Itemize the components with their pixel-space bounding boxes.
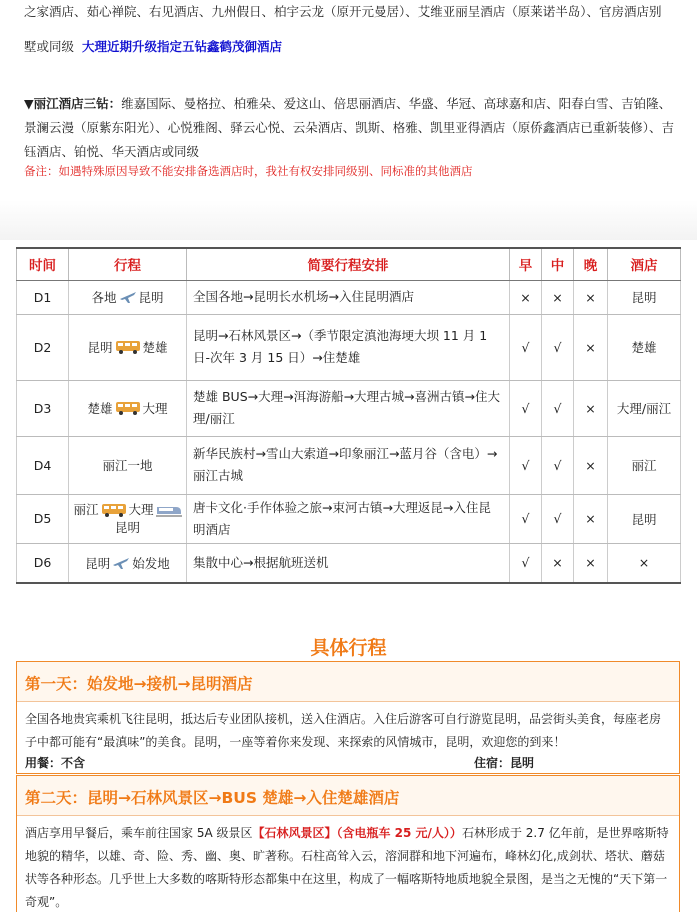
lunch-cell: × — [542, 543, 574, 583]
route-to: 大理 — [128, 501, 154, 517]
lunch-cell: × — [542, 280, 574, 314]
lunch-cell: √ — [542, 436, 574, 494]
itinerary-table — [16, 247, 681, 584]
dinner-cell: × — [574, 543, 608, 583]
plan-cell: 唐卡文化·手作体验之旅→束河古镇→大理返昆→入住昆明酒店 — [187, 494, 510, 543]
hotel-cell: 昆明 — [608, 280, 681, 314]
route-to: 昆明 — [138, 290, 164, 305]
day2-body — [17, 816, 679, 912]
lijiang-hotels — [24, 92, 674, 164]
route-from: 楚雄 — [87, 401, 113, 416]
hotel-note: 备注：如遇特殊原因导致不能安排备选酒店时，我社有权安排同级别、同标准的其他酒店 — [24, 164, 473, 178]
day2-title: 第二天：昆明→石林风景区→BUS 楚雄→入住楚雄酒店 — [17, 776, 679, 816]
airplane-icon — [119, 289, 137, 305]
plan-cell: 全国各地→昆明长水机场→入住昆明酒店 — [187, 280, 510, 314]
divider-band — [0, 200, 697, 240]
dinner-cell: × — [574, 494, 608, 543]
lunch-cell: √ — [542, 494, 574, 543]
route-cell — [69, 494, 187, 543]
day2-body-highlight: 【石林风景区】（含电瓶车 25 元/人）） — [252, 826, 462, 840]
dali-hotels-line1: 之家酒店、茹心禅院、右见酒店、九州假日、柏宇云龙（原开元曼居）、艾维亚丽呈酒店（原莱诺半岛）、官房酒店别 — [24, 4, 662, 19]
day1-body: 全国各地贵宾乘机飞往昆明，抵达后专业团队接机，送入住酒店。入住后游客可自行游览昆明，品尝街头美食，每座老房子中都可能有“最滇味”的美食。昆明，一座等着你来发现、来探索的风情城市，昆明，欢迎您的到来！ — [25, 712, 662, 749]
route-line2: 昆明 — [114, 519, 140, 535]
route-to: 大理 — [142, 401, 168, 416]
lunch-cell: √ — [542, 314, 574, 380]
bus-icon — [115, 401, 141, 415]
day1-box — [16, 661, 680, 774]
day-cell: D1 — [17, 280, 69, 314]
table-row — [17, 436, 681, 494]
day1-stay: 住宿：昆明 — [474, 756, 535, 770]
breakfast-cell: √ — [510, 380, 542, 436]
header-lunch: 中 — [542, 248, 574, 280]
hotel-cell: 丽江 — [608, 436, 681, 494]
day2-body-post: 石林形成于 2.7 亿年前，是世界喀斯特地貌的精华，以雄、奇、险、秀、幽、奥、旷著称。石柱高耸入云，溶洞群和地下河遍布，峰林幻化,成剑状、塔状、蘑菇状等各种形态。几乎世上大多数的喀斯特形态都集中在这里，构成了一幅喀斯特地质地貌全景图，是当之无愧的“天下第一奇观”。 — [25, 826, 669, 909]
dinner-cell: × — [574, 436, 608, 494]
plan-cell: 集散中心→根据航班送机 — [187, 543, 510, 583]
day2-box — [16, 775, 680, 912]
day-cell: D5 — [17, 494, 69, 543]
breakfast-cell: √ — [510, 436, 542, 494]
day-cell: D6 — [17, 543, 69, 583]
breakfast-cell: × — [510, 280, 542, 314]
dali-hotels-suffix: 墅或同级 — [24, 39, 75, 54]
route-from: 丽江 — [73, 501, 99, 517]
lunch-cell: √ — [542, 380, 574, 436]
header-plan: 简要行程安排 — [187, 248, 510, 280]
table-row — [17, 494, 681, 543]
route-cell — [69, 314, 187, 380]
hotel-cell: 大理/丽江 — [608, 380, 681, 436]
hotel-info-section — [0, 0, 697, 220]
route-cell — [69, 280, 187, 314]
table-row — [17, 380, 681, 436]
day1-meal-row — [17, 754, 679, 776]
breakfast-cell: √ — [510, 314, 542, 380]
lijiang-hotels-list: 维嘉国际、曼格拉、柏雅朵、爱这山、倍思丽酒店、华盛、华冠、高球嘉和店、阳春白雪、吉铂隆、景澜云漫（原紫东阳光）、心悦雅阁、驿云心悦、云朵酒店、凯斯、格雅、凯里亚得酒店（原侨鑫酒店已重新装修）、吉钰酒店、铂悦、华天酒店或同级 — [24, 96, 675, 159]
day1-meal: 用餐：不含 — [25, 756, 86, 770]
dali-hotels-line2 — [24, 37, 282, 57]
plan-cell: 新华民族村→雪山大索道→印象丽江→蓝月谷（含电）→丽江古城 — [187, 436, 510, 494]
route-from: 各地 — [91, 290, 117, 305]
route-cell — [69, 380, 187, 436]
day1-title: 第一天：始发地→接机→昆明酒店 — [17, 662, 679, 702]
table-row — [17, 314, 681, 380]
day-cell: D4 — [17, 436, 69, 494]
dali-upgrade-highlight: 大理近期升级指定五钻鑫鹤茂御酒店 — [81, 39, 282, 54]
route-from: 昆明 — [85, 555, 111, 571]
breakfast-cell: √ — [510, 494, 542, 543]
route-cell: 丽江一地 — [69, 436, 187, 494]
bus-icon — [115, 340, 141, 354]
header-dinner: 晚 — [574, 248, 608, 280]
table-header-row — [17, 248, 681, 280]
dinner-cell: × — [574, 280, 608, 314]
header-time: 时间 — [17, 248, 69, 280]
plan-cell: 昆明→石林风景区→（季节限定滇池海埂大坝 11 月 1 日-次年 3 月 15 日）→住楚雄 — [187, 314, 510, 380]
header-route: 行程 — [69, 248, 187, 280]
section-title: 具体行程 — [310, 637, 387, 659]
route-from: 昆明 — [87, 340, 113, 355]
plan-cell: 楚雄 BUS→大理→洱海游船→大理古城→喜洲古镇→住大理/丽江 — [187, 380, 510, 436]
dinner-cell: × — [574, 314, 608, 380]
table-row — [17, 543, 681, 583]
breakfast-cell: √ — [510, 543, 542, 583]
route-to: 始发地 — [132, 555, 170, 571]
route-to: 楚雄 — [142, 340, 168, 355]
day2-body-pre: 酒店享用早餐后，乘车前往国家 5A 级景区 — [25, 826, 253, 840]
train-icon — [156, 503, 182, 517]
header-hotel: 酒店 — [608, 248, 681, 280]
table-row — [17, 280, 681, 314]
airplane-icon — [112, 555, 130, 571]
lijiang-hotels-label: ▼丽江酒店三钻： — [24, 96, 122, 111]
day-cell: D3 — [17, 380, 69, 436]
dinner-cell: × — [574, 380, 608, 436]
day-cell: D2 — [17, 314, 69, 380]
header-breakfast: 早 — [510, 248, 542, 280]
hotel-cell: 楚雄 — [608, 314, 681, 380]
hotel-cell: × — [608, 543, 681, 583]
bus-icon — [101, 503, 127, 517]
route-cell — [69, 543, 187, 583]
hotel-cell: 昆明 — [608, 494, 681, 543]
